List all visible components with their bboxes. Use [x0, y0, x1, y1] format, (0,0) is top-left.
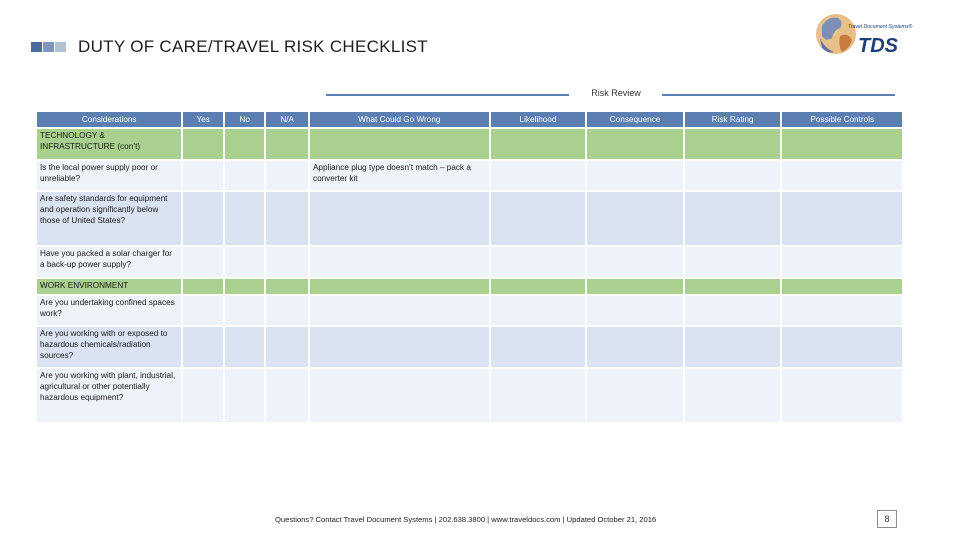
what-could-go-wrong-cell[interactable] — [310, 369, 489, 422]
what-could-go-wrong-cell[interactable] — [310, 192, 489, 245]
consideration-cell: Is the local power supply poor or unreliable? — [37, 161, 181, 190]
na-cell[interactable] — [266, 327, 308, 367]
likelihood-cell[interactable] — [491, 247, 586, 277]
likelihood-cell[interactable] — [491, 327, 586, 367]
col-header-na: N/A — [266, 112, 308, 127]
possible-controls-cell[interactable] — [782, 129, 902, 159]
page-header — [31, 36, 428, 58]
what-could-go-wrong-cell[interactable] — [310, 247, 489, 277]
col-header-possible-controls: Possible Controls — [782, 112, 902, 127]
what-could-go-wrong-cell[interactable] — [310, 129, 489, 159]
na-cell[interactable] — [266, 192, 308, 245]
risk-review-rule-left — [326, 94, 569, 96]
consequence-cell[interactable] — [587, 296, 683, 325]
consequence-cell[interactable] — [587, 279, 683, 294]
col-header-what-could-go-wrong: What Could Go Wrong — [310, 112, 489, 127]
risk-rating-cell[interactable] — [685, 369, 781, 422]
yes-cell[interactable] — [183, 327, 222, 367]
logo-wordmark: TDS — [858, 35, 898, 57]
na-cell[interactable] — [266, 129, 308, 159]
table-row — [37, 192, 902, 245]
risk-rating-cell[interactable] — [685, 192, 781, 245]
na-cell[interactable] — [266, 296, 308, 325]
no-cell[interactable] — [225, 161, 264, 190]
section-title: TECHNOLOGY & INFRASTRUCTURE (con’t) — [37, 129, 181, 159]
consequence-cell[interactable] — [587, 192, 683, 245]
col-header-risk-rating: Risk Rating — [685, 112, 781, 127]
table-row — [37, 369, 902, 422]
na-cell[interactable] — [266, 161, 308, 190]
tds-logo — [814, 8, 934, 60]
col-header-considerations: Considerations — [37, 112, 181, 127]
footer-contact-text: Questions? Contact Travel Document Systems | 202.638.3800 | www.traveldocs.com | Updated October 21, 2016 — [275, 515, 657, 524]
consequence-cell[interactable] — [587, 247, 683, 277]
what-could-go-wrong-cell[interactable] — [310, 296, 489, 325]
na-cell[interactable] — [266, 369, 308, 422]
consequence-cell[interactable] — [587, 129, 683, 159]
yes-cell[interactable] — [183, 247, 222, 277]
likelihood-cell[interactable] — [491, 192, 586, 245]
risk-review-rule-right — [662, 94, 895, 96]
col-header-likelihood: Likelihood — [491, 112, 586, 127]
possible-controls-cell[interactable] — [782, 192, 902, 245]
no-cell[interactable] — [225, 129, 264, 159]
yes-cell[interactable] — [183, 129, 222, 159]
what-could-go-wrong-cell[interactable]: Appliance plug type doesn’t match – pack a converter kit — [310, 161, 489, 190]
risk-rating-cell[interactable] — [685, 327, 781, 367]
possible-controls-cell[interactable] — [782, 327, 902, 367]
risk-checklist-table — [35, 110, 904, 424]
section-title: WORK ENVIRONMENT — [37, 279, 181, 294]
logo-tagline: Travel Document Systems® — [848, 24, 913, 30]
consequence-cell[interactable] — [587, 161, 683, 190]
risk-rating-cell[interactable] — [685, 247, 781, 277]
what-could-go-wrong-cell[interactable] — [310, 279, 489, 294]
consideration-cell: Are you working with plant, industrial, agricultural or other potentially hazardous equipment? — [37, 369, 181, 422]
likelihood-cell[interactable] — [491, 296, 586, 325]
no-cell[interactable] — [225, 279, 264, 294]
consideration-cell: Are safety standards for equipment and operation significantly below those of United States? — [37, 192, 181, 245]
title-squares-icon — [31, 42, 66, 52]
consequence-cell[interactable] — [587, 369, 683, 422]
possible-controls-cell[interactable] — [782, 247, 902, 277]
na-cell[interactable] — [266, 279, 308, 294]
page-number: 8 — [877, 510, 897, 528]
consequence-cell[interactable] — [587, 327, 683, 367]
section-row-work-environment — [37, 279, 902, 294]
yes-cell[interactable] — [183, 296, 222, 325]
consideration-cell: Are you working with or exposed to hazardous chemicals/radiation sources? — [37, 327, 181, 367]
no-cell[interactable] — [225, 247, 264, 277]
page-title: DUTY OF CARE/TRAVEL RISK CHECKLIST — [78, 37, 428, 56]
possible-controls-cell[interactable] — [782, 296, 902, 325]
risk-review-label: Risk Review — [591, 88, 641, 98]
likelihood-cell[interactable] — [491, 279, 586, 294]
yes-cell[interactable] — [183, 279, 222, 294]
table-row — [37, 161, 902, 190]
section-row-technology — [37, 129, 902, 159]
yes-cell[interactable] — [183, 161, 222, 190]
yes-cell[interactable] — [183, 192, 222, 245]
risk-rating-cell[interactable] — [685, 296, 781, 325]
table-row — [37, 327, 902, 367]
no-cell[interactable] — [225, 192, 264, 245]
consideration-cell: Have you packed a solar charger for a back-up power supply? — [37, 247, 181, 277]
table-header-row — [37, 112, 902, 127]
possible-controls-cell[interactable] — [782, 161, 902, 190]
col-header-consequence: Consequence — [587, 112, 683, 127]
likelihood-cell[interactable] — [491, 161, 586, 190]
table-row — [37, 247, 902, 277]
no-cell[interactable] — [225, 296, 264, 325]
col-header-yes: Yes — [183, 112, 222, 127]
likelihood-cell[interactable] — [491, 129, 586, 159]
risk-rating-cell[interactable] — [685, 279, 781, 294]
risk-rating-cell[interactable] — [685, 129, 781, 159]
table-row — [37, 296, 902, 325]
possible-controls-cell[interactable] — [782, 279, 902, 294]
likelihood-cell[interactable] — [491, 369, 586, 422]
yes-cell[interactable] — [183, 369, 222, 422]
what-could-go-wrong-cell[interactable] — [310, 327, 489, 367]
col-header-no: No — [225, 112, 264, 127]
no-cell[interactable] — [225, 327, 264, 367]
consideration-cell: Are you undertaking confined spaces work? — [37, 296, 181, 325]
no-cell[interactable] — [225, 369, 264, 422]
risk-rating-cell[interactable] — [685, 161, 781, 190]
possible-controls-cell[interactable] — [782, 369, 902, 422]
na-cell[interactable] — [266, 247, 308, 277]
